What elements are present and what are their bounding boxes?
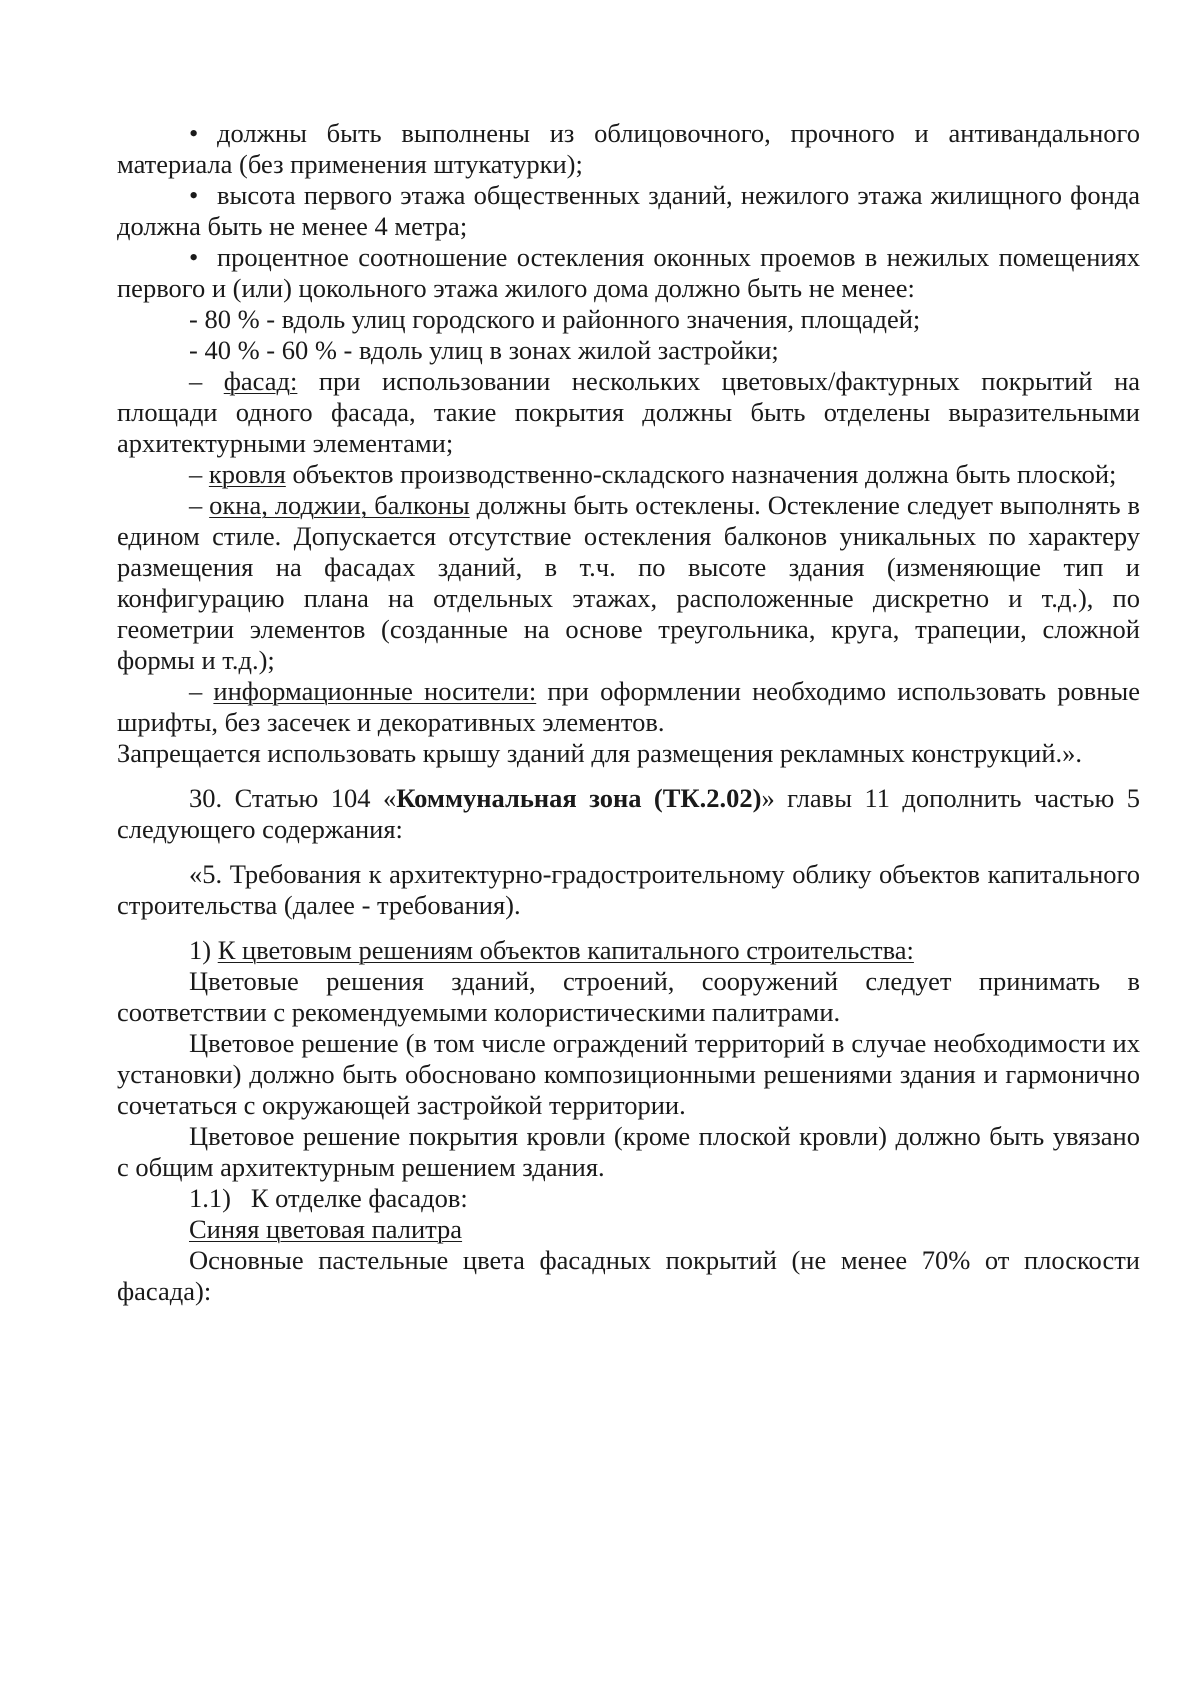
facade-text: при использовании нескольких цветовых/фактурных покрытий на площади одного фасада, такие покрытия должны быть отделены выразительными архитектурными элементами; <box>117 366 1141 458</box>
prohibited-paragraph: Запрещается использовать крышу зданий для размещения рекламных конструкций.». <box>117 738 1083 768</box>
item-1-heading <box>117 935 1140 966</box>
color-paragraph-1: Цветовые решения зданий, строений, сооружений следует принимать в соответствии с рекомендуемыми колористическими палитрами. <box>117 966 1140 1027</box>
dash: – <box>189 490 210 520</box>
bullet-item <box>117 180 1140 242</box>
article-zone-title: Коммунальная зона (ТК.2.02) <box>396 783 762 813</box>
roof-text: объектов производственно-складского назначения должна быть плоской; <box>285 459 1117 489</box>
info-term: информационные носители: <box>213 676 537 706</box>
palette-title <box>117 1214 1140 1245</box>
article-pre: 30. Статью 104 « <box>189 783 397 813</box>
facade-term: фасад: <box>223 366 298 396</box>
palette-paragraph: Основные пастельные цвета фасадных покрытий (не менее 70% от плоскости фасада): <box>117 1245 1140 1306</box>
item-1-number: 1) <box>189 935 218 965</box>
article-paragraph <box>117 783 1140 845</box>
info-text: при оформлении необходимо использовать ровные шрифты, без засечек и декоративных элементов. <box>117 676 1140 737</box>
bullet-text: высота первого этажа общественных зданий, нежилого этажа жилищного фонда должна быть не менее 4 метра; <box>117 180 1140 241</box>
windows-text: должны быть остеклены. Остекление следует выполнять в едином стиле. Допускается отсутствие остекления балконов уникальных по характеру размещения на фасадах зданий, в т.ч. по высоте здания (изменяющие тип и конфигурацию плана на отдельных этажах, расположенные дискретно и т.д.), по геометрии элементов (созданные на основе треугольника, круга, трапеции, сложной формы и т.д.); <box>117 490 1140 675</box>
roof-term: кровля <box>208 459 286 489</box>
info-paragraph <box>117 676 1140 738</box>
item-1-title: К цветовым решениям объектов капитального строительства: <box>217 935 914 965</box>
bullet-marker: • <box>189 118 199 148</box>
bullet-item <box>117 242 1140 304</box>
bullet-text: процентное соотношение остекления оконных проемов в нежилых помещениях первого и (или) цокольного этажа жилого дома должно быть не менее: <box>117 242 1140 303</box>
roof-paragraph <box>117 459 1140 490</box>
document-body <box>117 118 1140 1307</box>
item-1-1-heading: 1.1) К отделке фасадов: <box>189 1183 468 1213</box>
dash: – <box>189 366 224 396</box>
article-post: » главы 11 дополнить частью 5 следующего содержания: <box>117 783 1140 844</box>
bullet-text: должны быть выполнены из облицовочного, прочного и антивандального материала (без применения штукатурки); <box>117 118 1140 179</box>
color-paragraph-3: Цветовое решение покрытия кровли (кроме плоской кровли) должно быть увязано с общим архитектурным решением здания. <box>117 1121 1140 1182</box>
glazing-40-line: - 40 % - 60 % - вдоль улиц в зонах жилой застройки; <box>189 335 779 365</box>
dash: – <box>189 459 209 489</box>
bullet-marker: • <box>189 180 199 210</box>
bullet-marker: • <box>189 242 199 272</box>
palette-title-text: Синяя цветовая палитра <box>189 1214 463 1244</box>
facade-paragraph <box>117 366 1140 459</box>
glazing-80-line: - 80 % - вдоль улиц городского и районного значения, площадей; <box>189 304 921 334</box>
dash: – <box>189 676 214 706</box>
windows-term: окна, лоджии, балконы <box>209 490 470 520</box>
bullet-item <box>117 118 1140 180</box>
windows-paragraph <box>117 490 1140 676</box>
requirements-intro: «5. Требования к архитектурно-градостроительному облику объектов капитального строительства (далее - требования). <box>117 859 1140 920</box>
color-paragraph-2: Цветовое решение (в том числе ограждений территорий в случае необходимости их установки) должно быть обосновано композиционными решениями здания и гармонично сочетаться с окружающей застройкой территории. <box>117 1028 1140 1120</box>
